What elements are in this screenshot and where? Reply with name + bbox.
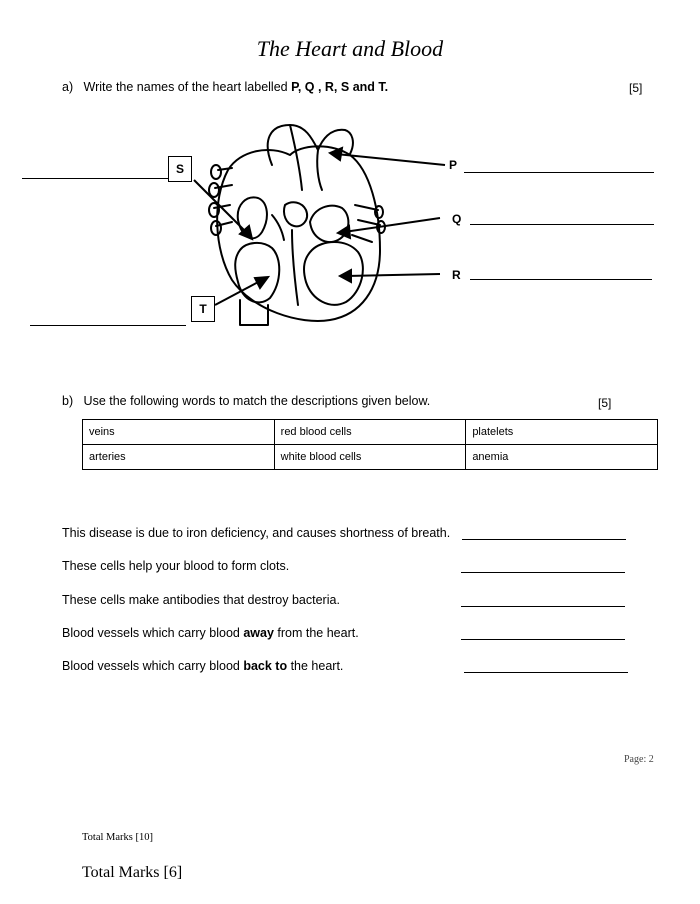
left-atrium	[310, 206, 348, 242]
label-r: R	[452, 268, 461, 282]
table-row	[83, 445, 658, 470]
page-title: The Heart and Blood	[256, 36, 444, 61]
question-a-number: a)	[62, 80, 74, 94]
label-p: P	[449, 158, 458, 172]
description-1: This disease is due to iron deficiency, and causes shortness of breath.	[62, 526, 451, 540]
total-marks-small: Total Marks [10]	[82, 832, 153, 843]
word-cell: anemia	[466, 445, 658, 470]
word-cell: red blood cells	[274, 420, 466, 445]
page-number: Page: 2	[624, 754, 654, 765]
answer-line-3[interactable]	[461, 606, 625, 607]
label-box-t: T	[191, 296, 215, 322]
word-cell: arteries	[83, 445, 275, 470]
description-5: Blood vessels which carry blood back to the heart.	[62, 659, 344, 673]
description-2: These cells help your blood to form clots.	[62, 559, 290, 573]
question-a-bold: P, Q , R, S and T.	[291, 80, 389, 94]
answer-line-t[interactable]	[30, 325, 186, 326]
answer-line-2[interactable]	[461, 572, 625, 573]
question-b-text: Use the following words to match the descriptions given below.	[83, 394, 431, 408]
word-cell: platelets	[466, 420, 658, 445]
word-bank-table	[82, 419, 658, 470]
total-marks-large: Total Marks [6]	[82, 864, 183, 881]
answer-line-q[interactable]	[470, 224, 654, 225]
label-box-s: S	[168, 156, 192, 182]
answer-line-p[interactable]	[464, 172, 654, 173]
answer-line-s[interactable]	[22, 178, 168, 179]
label-q: Q	[452, 212, 462, 226]
answer-line-r[interactable]	[470, 279, 652, 280]
answer-line-1[interactable]	[462, 539, 626, 540]
word-cell: white blood cells	[274, 445, 466, 470]
word-cell: veins	[83, 420, 275, 445]
description-4: Blood vessels which carry blood away from the heart.	[62, 626, 359, 640]
heart-diagram	[0, 110, 700, 340]
question-b-number: b)	[62, 394, 74, 408]
question-b	[62, 394, 430, 408]
answer-line-4[interactable]	[461, 639, 625, 640]
question-a-marks: [5]	[629, 81, 643, 95]
left-ventricle	[304, 242, 363, 305]
table-row	[83, 420, 658, 445]
question-a-text: Write the names of the heart labelled	[83, 80, 288, 94]
right-ventricle	[235, 243, 279, 302]
question-b-marks: [5]	[598, 396, 612, 410]
answer-line-5[interactable]	[464, 672, 628, 673]
question-a	[62, 80, 388, 94]
description-3: These cells make antibodies that destroy bacteria.	[62, 593, 340, 607]
